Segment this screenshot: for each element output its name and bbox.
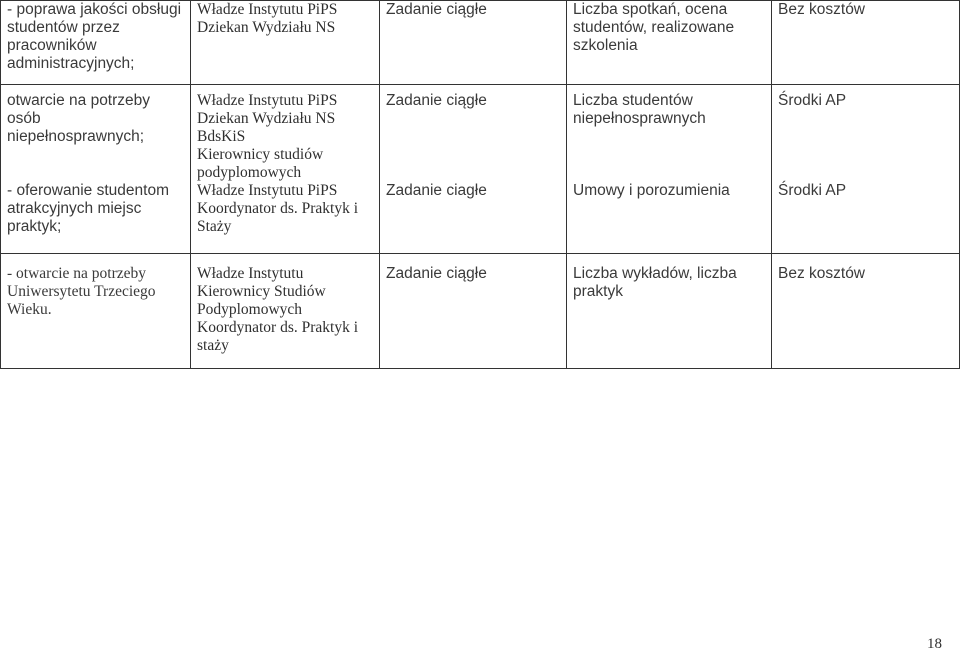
deadline-line: Zadanie ciągłe [386, 265, 487, 282]
funding-cell [772, 254, 960, 369]
activity-line: niepełnosprawnych; [7, 128, 145, 145]
responsible-line: Kierownicy studiów [197, 146, 324, 163]
responsible-line: staży [197, 337, 229, 354]
responsible-line: Koordynator ds. Praktyk i [197, 319, 359, 336]
activity-line: administracyjnych; [7, 55, 135, 72]
indicator-line: Liczba wykładów, liczba [573, 265, 737, 282]
activity-cell [1, 254, 191, 369]
activity-line: praktyk; [7, 218, 62, 235]
activity-line: - oferowanie studentom [7, 182, 169, 199]
activity-line: - otwarcie na potrzeby [7, 265, 147, 282]
responsible-cell [191, 1, 380, 85]
activity-line: Wieku. [7, 301, 52, 318]
indicator-line: Liczba spotkań, ocena [573, 1, 728, 18]
responsible-line: Władze Instytutu PiPS [197, 92, 338, 109]
responsible-line: Władze Instytutu PiPS [197, 182, 338, 199]
indicator-line: Liczba studentów [573, 92, 693, 109]
funding-cell [772, 1, 960, 85]
indicator-line: niepełnosprawnych [573, 110, 706, 127]
responsible-cell [191, 85, 380, 254]
responsible-line: Kierownicy Studiów [197, 283, 326, 300]
funding-line: Bez kosztów [778, 265, 866, 282]
responsible-cell [191, 254, 380, 369]
funding-line: Bez kosztów [778, 1, 866, 18]
funding-line: Środki AP [778, 92, 847, 109]
page-number: 18 [927, 636, 942, 652]
activity-cell [1, 1, 191, 85]
table-row [1, 85, 960, 254]
responsible-line: Koordynator ds. Praktyk i [197, 200, 359, 217]
deadline-cell [380, 85, 567, 254]
indicator-line: szkolenia [573, 37, 638, 54]
indicator-cell [567, 254, 772, 369]
responsible-line: Staży [197, 218, 232, 235]
deadline-cell [380, 1, 567, 85]
indicator-line: Umowy i porozumienia [573, 182, 730, 199]
deadline-line: Zadanie ciagłe [386, 182, 487, 199]
activity-line: otwarcie na potrzeby osób [7, 92, 151, 127]
responsible-line: Podyplomowych [197, 301, 303, 318]
deadline-cell [380, 254, 567, 369]
activity-line: pracowników [7, 37, 97, 54]
responsible-line: Dziekan Wydziału NS [197, 110, 336, 127]
funding-cell [772, 85, 960, 254]
deadline-line: Zadanie ciągłe [386, 1, 487, 18]
indicator-cell [567, 1, 772, 85]
activity-line: - poprawa jakości obsługi [7, 1, 182, 18]
activity-cell [1, 85, 191, 254]
responsible-line: podyplomowych [197, 164, 302, 181]
activity-line: Uniwersytetu Trzeciego [7, 283, 156, 300]
responsible-line: BdsKiS [197, 128, 246, 145]
responsible-line: Władze Instytutu PiPS [197, 1, 338, 18]
responsible-line: Władze Instytutu [197, 265, 304, 282]
activity-line: studentów przez [7, 19, 120, 36]
table-row [1, 1, 960, 85]
indicator-line: studentów, realizowane [573, 19, 735, 36]
activity-line: atrakcyjnych miejsc [7, 200, 142, 217]
funding-line: Środki AP [778, 182, 847, 199]
table-row [1, 254, 960, 369]
indicator-line: praktyk [573, 283, 623, 300]
deadline-line: Zadanie ciągłe [386, 92, 487, 109]
responsible-line: Dziekan Wydziału NS [197, 19, 336, 36]
indicator-cell [567, 85, 772, 254]
